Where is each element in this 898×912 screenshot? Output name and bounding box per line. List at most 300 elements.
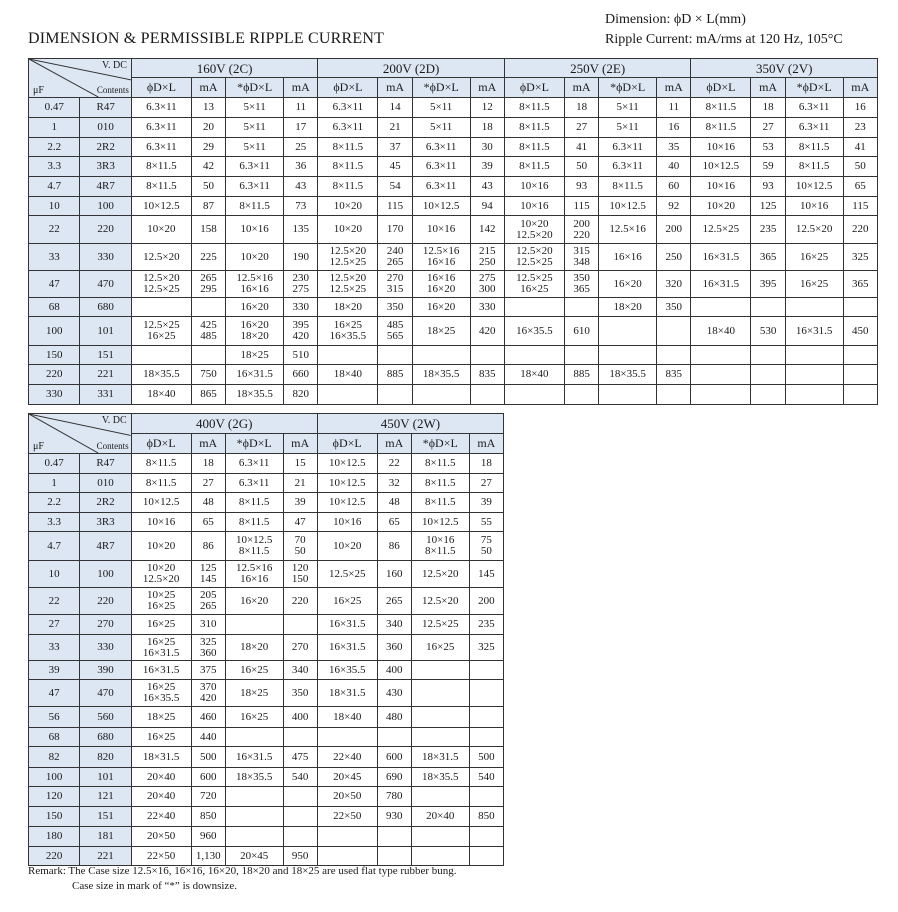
ripple-cell-text: 41	[854, 140, 866, 153]
capacitance-cell	[29, 216, 80, 244]
ripple-cell	[751, 157, 785, 177]
case-size-cell-text: 5×11	[243, 121, 266, 133]
case-size-cell	[225, 680, 283, 707]
ripple-cell-text: 41	[576, 140, 588, 153]
case-size-cell	[225, 513, 283, 532]
case-size-cell-text: 6.3×11	[238, 457, 270, 469]
voltage-header	[317, 414, 503, 434]
case-size-cell-text: 10×20	[240, 250, 269, 263]
capacitance-cell	[29, 385, 80, 405]
ripple-cell-text: 15	[294, 457, 306, 469]
capacitance-cell-text: 47	[48, 686, 60, 699]
case-size-cell	[412, 98, 470, 118]
case-size-cell-text: 16×25	[240, 710, 269, 723]
ripple-cell	[377, 787, 411, 807]
capacitance-cell	[29, 346, 80, 365]
capacitance-cell-text: 100	[45, 324, 63, 337]
case-size-cell	[411, 493, 469, 513]
ripple-cell	[191, 532, 225, 561]
ripple-cell	[284, 298, 318, 317]
ripple-cell	[564, 138, 598, 157]
ripple-cell-text: 270 315	[386, 272, 404, 295]
ripple-col-header-text: mA	[572, 80, 591, 94]
table-row	[29, 98, 878, 118]
case-size-cell	[225, 615, 283, 635]
ripple-cell	[378, 98, 412, 118]
ripple-cell	[470, 98, 504, 118]
ripple-cell	[657, 346, 691, 365]
ripple-cell-text: 50	[576, 160, 588, 172]
ripple-col-header-text: mA	[851, 80, 870, 94]
code-cell	[80, 298, 131, 317]
case-size-cell	[226, 271, 284, 298]
table-row	[29, 271, 878, 298]
case-size-cell	[225, 847, 283, 866]
table-row	[29, 807, 504, 827]
ripple-cell	[191, 807, 225, 827]
table-row	[29, 298, 878, 317]
case-size-cell-text: 10×20 12.5×20	[142, 562, 180, 585]
ripple-cell-text: 27	[480, 476, 492, 489]
case-size-cell	[226, 177, 284, 197]
table-row	[29, 768, 504, 787]
code-cell	[80, 98, 131, 118]
case-size-cell-text: 16×25 16×35.5	[142, 681, 180, 704]
ripple-cell	[470, 177, 504, 197]
case-size-cell-text: 10×12.5	[609, 199, 646, 212]
code-cell	[80, 707, 131, 728]
case-size-cell-text: 16×35.5	[328, 663, 366, 676]
ripple-cell-text: 220	[852, 223, 869, 235]
downsize-dimension-col-header	[785, 78, 843, 98]
ripple-cell-text: 350	[291, 686, 309, 699]
ripple-cell	[377, 474, 411, 493]
ripple-cell-text: 50	[854, 160, 866, 172]
case-size-cell	[131, 385, 191, 405]
case-size-cell	[317, 615, 377, 635]
case-size-cell-text: 18×40	[147, 388, 176, 400]
capacitance-cell-text: 0.47	[44, 457, 64, 469]
case-size-cell-text: 8×11.5	[519, 160, 550, 172]
ripple-cell	[377, 827, 411, 847]
ripple-cell-text: 360	[386, 641, 403, 653]
case-size-cell-text: 10×20	[147, 223, 176, 235]
voltage-header-row	[29, 414, 504, 434]
case-size-cell	[225, 807, 283, 827]
capacitance-unit-label: μF	[33, 441, 44, 452]
capacitance-cell	[29, 680, 80, 707]
ripple-cell-text: 36	[295, 160, 307, 172]
case-size-cell-text: 10×16	[240, 223, 269, 235]
case-size-cell-text: 16×25	[333, 594, 362, 607]
code-cell-text: 3R3	[96, 160, 115, 172]
case-size-cell	[785, 197, 843, 216]
case-size-cell-text: 16×20	[240, 594, 269, 607]
case-size-cell	[411, 561, 469, 588]
case-size-cell-text: 16×25	[240, 663, 269, 676]
voltage-header-text: 350V (2V)	[755, 60, 813, 76]
ripple-cell	[191, 680, 225, 707]
capacitance-cell	[29, 561, 80, 588]
ripple-cell	[283, 588, 317, 615]
capacitance-cell-text: 150	[45, 810, 63, 822]
case-size-cell	[785, 244, 843, 271]
ripple-cell-text: 930	[386, 810, 403, 822]
case-size-cell-text: 18×40	[333, 368, 363, 380]
ripple-cell	[469, 513, 503, 532]
case-size-cell-text: 18×35.5	[235, 770, 273, 783]
case-size-cell	[785, 317, 843, 346]
voltage-header-row	[29, 59, 878, 78]
downsize-dimension-col-header-text: *ϕD×L	[610, 80, 646, 94]
dimension-col-header-text: ϕD×L	[146, 80, 176, 94]
case-size-cell	[317, 513, 377, 532]
ripple-col-header	[470, 78, 504, 98]
dimension-col-header	[504, 78, 564, 98]
case-size-cell	[691, 118, 751, 138]
case-size-cell-text: 16×20	[240, 300, 269, 313]
ripple-cell	[843, 118, 877, 138]
ripple-cell	[378, 346, 412, 365]
case-size-cell-text: 5×11	[243, 101, 266, 113]
ripple-cell-text: 485 565	[386, 319, 404, 342]
ripple-cell	[283, 561, 317, 588]
case-size-cell	[599, 118, 657, 138]
ripple-cell-text: 39	[481, 160, 493, 172]
case-size-cell	[318, 385, 378, 405]
ripple-cell	[469, 474, 503, 493]
capacitance-cell-text: 150	[45, 348, 63, 361]
case-size-cell	[412, 346, 470, 365]
code-cell	[80, 747, 131, 768]
capacitance-cell-text: 56	[48, 710, 60, 723]
ripple-cell-text: 365	[759, 250, 777, 263]
capacitance-cell	[29, 532, 80, 561]
ripple-cell	[377, 728, 411, 747]
case-size-cell-text: 10×20	[333, 223, 363, 235]
ripple-cell-text: 330	[479, 300, 496, 313]
case-size-cell-text: 5×11	[430, 101, 453, 113]
ripple-cell-text: 330	[292, 300, 309, 313]
ripple-cell-text: 220	[291, 594, 309, 607]
dimension-col-header-text: ϕD×L	[706, 80, 736, 94]
case-size-cell	[225, 454, 283, 474]
case-size-cell	[411, 635, 469, 661]
case-size-cell	[225, 728, 283, 747]
case-size-cell	[691, 385, 751, 405]
capacitance-cell-text: 27	[48, 618, 60, 630]
ripple-cell-text: 115	[387, 199, 404, 212]
case-size-cell-text: 12.5×16	[609, 223, 646, 235]
case-size-cell	[131, 474, 191, 493]
case-size-cell-text: 10×16 8×11.5	[424, 534, 456, 557]
ripple-cell	[469, 661, 503, 680]
ripple-cell-text: 48	[388, 496, 400, 508]
voltage-header-text: 450V (2W)	[380, 416, 441, 431]
case-size-cell	[691, 346, 751, 365]
ripple-cell	[843, 197, 877, 216]
case-size-cell-text: 18×35.5	[422, 368, 460, 380]
code-cell-text: 100	[97, 199, 114, 212]
downsize-dimension-col-header	[226, 78, 284, 98]
case-size-cell	[599, 385, 657, 405]
case-size-cell-text: 16×20 18×20	[240, 319, 269, 342]
ripple-cell	[377, 561, 411, 588]
table-row	[29, 493, 504, 513]
table-row	[29, 197, 878, 216]
case-size-cell	[691, 365, 751, 385]
case-size-cell	[131, 661, 191, 680]
ripple-cell-text: 16	[668, 121, 680, 133]
capacitance-cell	[29, 807, 80, 827]
case-size-cell	[131, 588, 191, 615]
table-row	[29, 177, 878, 197]
ripple-cell-text: 29	[203, 140, 215, 153]
code-cell	[80, 346, 131, 365]
capacitance-cell-text: 100	[45, 770, 63, 783]
case-size-cell-text: 12.5×20	[422, 567, 459, 580]
ripple-cell	[469, 807, 503, 827]
case-size-cell	[226, 216, 284, 244]
case-size-cell-text: 6.3×11	[239, 160, 270, 172]
code-cell-text: 100	[97, 567, 114, 580]
ripple-cell-text: 205 265	[199, 589, 217, 612]
code-cell	[80, 680, 131, 707]
voltage-header	[504, 59, 691, 78]
ripple-cell-text: 21	[389, 121, 401, 133]
ripple-cell-text: 55	[480, 515, 492, 528]
case-size-cell-text: 18×20	[613, 300, 642, 313]
ripple-cell-text: 92	[668, 199, 680, 212]
header-corner	[29, 414, 132, 454]
code-cell	[80, 827, 131, 847]
code-cell	[80, 244, 131, 271]
case-size-cell	[131, 118, 191, 138]
case-size-cell	[226, 157, 284, 177]
ripple-cell	[751, 138, 785, 157]
case-size-cell	[599, 317, 657, 346]
case-size-cell	[131, 216, 191, 244]
case-size-cell	[599, 244, 657, 271]
case-size-cell	[411, 454, 469, 474]
ripple-cell-text: 270	[291, 641, 309, 653]
code-cell-text: 470	[97, 277, 114, 290]
code-cell	[80, 661, 131, 680]
capacitance-cell	[29, 493, 80, 513]
case-size-cell-text: 22×50	[333, 810, 362, 822]
case-size-cell	[411, 827, 469, 847]
capacitance-cell-text: 180	[45, 830, 63, 842]
case-size-cell	[226, 365, 284, 385]
case-size-cell-text: 6.3×11	[798, 101, 830, 113]
ripple-cell-text: 59	[762, 160, 774, 172]
ripple-cell	[470, 157, 504, 177]
ripple-cell	[843, 244, 877, 271]
ripple-cell	[284, 177, 318, 197]
ripple-cell	[283, 728, 317, 747]
ripple-cell	[283, 847, 317, 866]
capacitance-unit-label: μF	[33, 85, 44, 96]
ripple-cell-text: 115	[852, 199, 869, 212]
ripple-cell	[470, 365, 504, 385]
ripple-cell	[191, 513, 225, 532]
case-size-cell-text: 10×16	[520, 180, 549, 192]
case-size-cell	[785, 298, 843, 317]
ripple-cell-text: 510	[292, 348, 309, 361]
table-row	[29, 561, 504, 588]
case-size-cell-text: 10×20	[706, 199, 736, 212]
case-size-cell	[599, 365, 657, 385]
case-size-cell-text: 18×40	[333, 710, 362, 723]
case-size-cell	[317, 680, 377, 707]
case-size-cell-text: 10×16	[147, 515, 176, 528]
case-size-cell-text: 18×35.5	[143, 368, 180, 380]
case-size-cell	[131, 454, 191, 474]
case-size-cell-text: 12.5×25 16×25	[143, 319, 180, 342]
case-size-cell	[317, 847, 377, 866]
ripple-cell	[378, 197, 412, 216]
ripple-cell-text: 475	[291, 750, 309, 763]
ripple-cell	[283, 661, 317, 680]
case-size-cell	[131, 177, 191, 197]
case-size-cell-text: 10×12.5 8×11.5	[235, 534, 273, 557]
case-size-cell	[599, 177, 657, 197]
ripple-cell	[283, 513, 317, 532]
code-cell	[80, 216, 131, 244]
case-size-cell	[225, 588, 283, 615]
ripple-cell	[284, 346, 318, 365]
case-size-cell	[226, 98, 284, 118]
ripple-cell-text: 94	[481, 199, 493, 212]
column-header-row	[29, 78, 878, 98]
ripple-cell	[283, 493, 317, 513]
ripple-cell	[191, 454, 225, 474]
ripple-cell	[191, 747, 225, 768]
capacitance-cell	[29, 298, 80, 317]
ripple-col-header-text: mA	[664, 80, 683, 94]
case-size-cell-text: 16×31.5	[702, 277, 740, 290]
case-size-cell-text: 8×11.5	[705, 101, 737, 113]
case-size-cell-text: 16×25 16×35.5	[329, 319, 367, 342]
ripple-cell-text: 400	[291, 710, 309, 723]
case-size-cell-text: 16×20	[427, 300, 456, 313]
ripple-cell	[378, 244, 412, 271]
ripple-cell-text: 35	[668, 140, 680, 153]
case-size-cell-text: 10×16	[706, 180, 736, 192]
case-size-cell-text: 16×31.5	[795, 324, 833, 337]
capacitance-cell	[29, 197, 80, 216]
case-size-cell	[412, 138, 470, 157]
case-size-cell-text: 12.5×20 12.5×25	[329, 272, 367, 295]
downsize-dimension-col-header-text: *ϕD×L	[236, 436, 272, 450]
code-cell-text: 680	[97, 300, 114, 313]
ripple-cell	[564, 197, 598, 216]
code-cell-text: 560	[97, 710, 114, 723]
case-size-cell	[131, 197, 191, 216]
case-size-cell	[785, 138, 843, 157]
ripple-cell	[657, 298, 691, 317]
case-size-cell-text: 12.5×20 12.5×25	[329, 245, 367, 268]
case-size-cell-text: 8×11.5	[332, 140, 364, 153]
ripple-cell	[470, 118, 504, 138]
capacitance-cell	[29, 707, 80, 728]
ripple-cell-text: 950	[291, 849, 309, 862]
table-row	[29, 244, 878, 271]
case-size-cell	[131, 244, 191, 271]
case-size-cell-text: 18×40	[520, 368, 549, 380]
case-size-cell	[131, 728, 191, 747]
code-cell-text: 4R7	[96, 180, 115, 192]
code-cell-text: 101	[97, 770, 114, 783]
case-size-cell	[318, 271, 378, 298]
case-size-cell	[318, 118, 378, 138]
ripple-cell	[191, 827, 225, 847]
ripple-cell	[469, 728, 503, 747]
case-size-cell-text: 18×25	[240, 686, 269, 699]
ripple-cell	[469, 561, 503, 588]
capacitance-cell	[29, 98, 80, 118]
case-size-cell	[785, 365, 843, 385]
ripple-cell	[470, 271, 504, 298]
ripple-cell-text: 45	[389, 160, 401, 172]
ripple-cell	[564, 298, 598, 317]
case-size-cell-text: 10×12.5	[143, 199, 180, 212]
case-size-cell	[504, 244, 564, 271]
ripple-cell	[283, 747, 317, 768]
ripple-cell-text: 18	[576, 101, 588, 113]
case-size-cell-text: 16×31.5	[236, 368, 273, 380]
case-size-cell-text: 6.3×11	[425, 160, 457, 172]
case-size-cell-text: 22×40	[333, 750, 362, 763]
code-cell-text: 470	[97, 686, 114, 699]
case-size-cell	[131, 680, 191, 707]
dimension-col-header-text: ϕD×L	[146, 436, 176, 450]
case-size-cell	[317, 474, 377, 493]
case-size-cell-text: 18×25	[240, 348, 269, 361]
capacitance-cell-text: 10	[48, 567, 60, 580]
case-size-cell-text: 8×11.5	[239, 199, 270, 212]
case-size-cell	[226, 346, 284, 365]
ripple-cell-text: 21	[294, 476, 306, 489]
case-size-cell	[599, 271, 657, 298]
ripple-cell	[191, 847, 225, 866]
ripple-cell	[751, 177, 785, 197]
downsize-dimension-col-header-text: *ϕD×L	[423, 80, 459, 94]
page-title: DIMENSION & PERMISSIBLE RIPPLE CURRENT	[28, 30, 385, 47]
case-size-cell-text: 18×20	[333, 300, 363, 313]
ripple-cell-text: 820	[292, 388, 309, 400]
case-size-cell-text: 22×50	[147, 849, 176, 862]
ripple-col-header	[191, 78, 225, 98]
case-size-cell	[225, 661, 283, 680]
voltage-header	[691, 59, 878, 78]
capacitance-cell-text: 68	[48, 300, 60, 313]
capacitance-cell	[29, 138, 80, 157]
ripple-cell-text: 23	[854, 121, 866, 133]
ripple-cell	[378, 157, 412, 177]
table-row	[29, 787, 504, 807]
ripple-cell	[564, 317, 598, 346]
case-size-cell	[412, 365, 470, 385]
case-size-cell-text: 12.5×16 16×16	[422, 245, 460, 268]
dimension-note	[605, 10, 843, 50]
ripple-cell-text: 200	[478, 594, 495, 607]
case-size-cell-text: 12.5×20	[422, 594, 459, 607]
case-size-cell	[504, 216, 564, 244]
case-size-cell	[226, 244, 284, 271]
dimension-col-header-text: ϕD×L	[333, 80, 363, 94]
ripple-cell-text: 25	[295, 140, 307, 153]
